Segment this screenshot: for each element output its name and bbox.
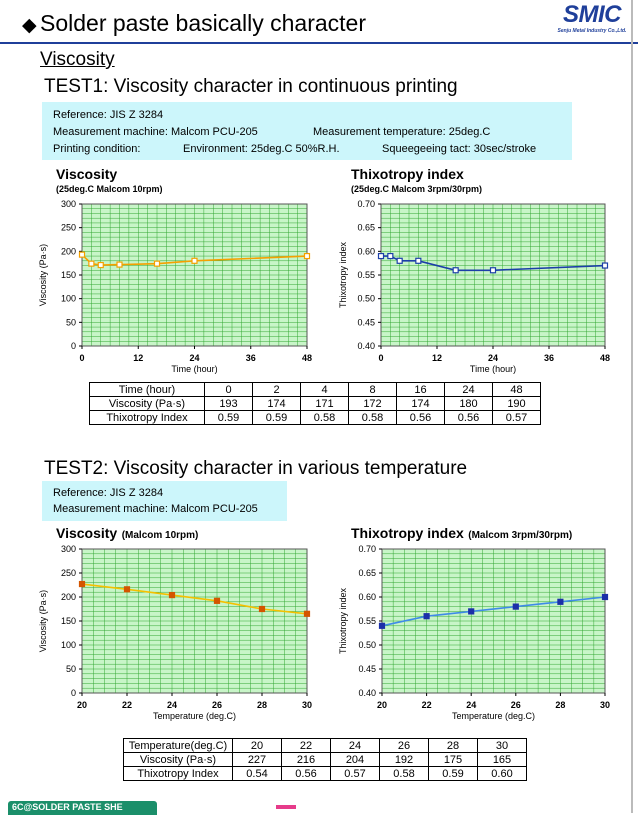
test1-table-cell: 24: [445, 383, 493, 397]
data-point: [388, 254, 393, 259]
y-tick-label: 0.60: [357, 246, 375, 257]
x-tick-label: 48: [599, 353, 611, 363]
footer-tab: 6C@SOLDER PASTE SHE: [8, 801, 157, 815]
test1-machine: Measurement machine: Malcom PCU-205: [53, 126, 258, 138]
x-tick-label: 0: [79, 353, 85, 363]
data-point: [80, 582, 85, 587]
test2-table-row: [124, 753, 527, 767]
test2-table-cell: 175: [429, 753, 478, 767]
test1-table-cell: 16: [397, 383, 445, 397]
y-tick-label: 0.40: [357, 341, 375, 351]
test2-table-cell: 216: [282, 753, 331, 767]
data-point: [397, 258, 402, 263]
y-tick-label: 0.60: [358, 592, 376, 602]
y-tick-label: 100: [60, 293, 76, 304]
x-axis-label: Temperature (deg.C): [152, 711, 237, 721]
test2-table-row: [124, 767, 527, 781]
test1-data-table: [89, 382, 541, 425]
test1-table-cell: 193: [205, 397, 253, 411]
x-tick-label: 20: [376, 700, 388, 710]
y-tick-label: 300: [60, 199, 76, 209]
x-tick-label: 0: [378, 353, 384, 363]
test1-table-row: [90, 397, 541, 411]
data-point: [453, 268, 458, 273]
thixotropy-temperature-chart: [319, 542, 631, 728]
test2-table-row-label: Viscosity (Pa·s): [124, 753, 233, 767]
x-tick-label: 12: [431, 353, 443, 363]
x-tick-label: 36: [245, 353, 256, 363]
test2-table-cell: 20: [233, 739, 282, 753]
y-tick-label: 0.65: [357, 222, 375, 233]
data-point: [192, 258, 197, 263]
x-tick-label: 30: [599, 700, 611, 710]
test1-table-cell: 172: [349, 397, 397, 411]
data-point: [170, 593, 175, 598]
y-tick-label: 0.70: [357, 199, 375, 209]
test2-table-cell: 0.59: [429, 767, 478, 781]
test2-table-cell: 30: [478, 739, 527, 753]
viscosity-time-chart: [0, 196, 319, 378]
page-edge: [631, 0, 633, 813]
company-logo: [556, 2, 628, 38]
test2-table-cell: 192: [380, 753, 429, 767]
chart2-title: Thixotropy index: [351, 166, 464, 182]
logo-text: SMIC: [563, 1, 621, 28]
x-tick-label: 36: [543, 353, 555, 363]
chart4-heading: [351, 525, 572, 543]
x-tick-label: 28: [555, 700, 566, 710]
y-tick-label: 250: [60, 222, 76, 233]
chart1-title: Viscosity: [56, 166, 118, 182]
test2-table-cell: 0.60: [478, 767, 527, 781]
header-divider: [0, 42, 638, 44]
data-point: [603, 263, 608, 268]
section-heading: Viscosity: [40, 49, 115, 70]
test1-table-cell: 0.58: [301, 411, 349, 425]
y-axis-label: Thixotropy index: [338, 241, 348, 309]
x-tick-label: 26: [510, 700, 521, 710]
data-point: [117, 262, 122, 267]
data-point: [305, 254, 310, 259]
y-axis-label: Viscosity (Pa·s): [38, 589, 48, 653]
test1-table-row: [90, 411, 541, 425]
test1-table-cell: 0: [205, 383, 253, 397]
x-tick-label: 24: [466, 700, 477, 710]
test2-table-cell: 0.56: [282, 767, 331, 781]
y-tick-label: 0: [70, 688, 76, 698]
y-tick-label: 0.40: [358, 688, 376, 698]
test1-table-cell: 0.59: [205, 411, 253, 425]
x-tick-label: 28: [256, 700, 268, 710]
test1-reference: Reference: JIS Z 3284: [53, 109, 164, 121]
data-point: [469, 609, 474, 614]
test2-table-row: [124, 739, 527, 753]
test1-table-cell: 174: [253, 397, 301, 411]
y-tick-label: 50: [65, 664, 76, 674]
test1-table-row-label: Viscosity (Pa·s): [90, 397, 205, 411]
test2-table-row-label: Thixotropy Index: [124, 767, 233, 781]
x-axis-label: Temperature (deg.C): [451, 711, 536, 721]
y-axis-label: Viscosity (Pa·s): [38, 243, 48, 307]
test1-table-cell: 0.57: [493, 411, 541, 425]
y-tick-label: 0.45: [358, 664, 376, 674]
chart3-subtitle: (Malcom 10rpm): [121, 530, 199, 541]
test2-table-cell: 24: [331, 739, 380, 753]
test2-table-cell: 0.58: [380, 767, 429, 781]
data-point: [155, 261, 160, 266]
x-tick-label: 22: [421, 700, 432, 710]
test1-title: TEST1: Viscosity character in continuous printing: [44, 76, 458, 97]
y-tick-label: 0.55: [357, 270, 375, 280]
test1-table-cell: 4: [301, 383, 349, 397]
y-tick-label: 0.55: [358, 616, 376, 626]
data-point: [80, 252, 85, 257]
data-point: [98, 263, 103, 268]
y-axis-label: Thixotropy index: [338, 587, 348, 655]
test2-table-cell: 26: [380, 739, 429, 753]
x-axis-label: Time (hour): [171, 364, 218, 374]
y-tick-label: 0.50: [358, 640, 376, 650]
test2-table-cell: 0.54: [233, 767, 282, 781]
x-tick-label: 24: [166, 700, 178, 710]
test1-table-row: [90, 383, 541, 397]
y-tick-label: 300: [60, 544, 76, 554]
test1-printing-condition: Printing condition:: [53, 143, 141, 155]
test2-table-row-label: Temperature(deg.C): [124, 739, 233, 753]
data-point: [379, 254, 384, 259]
y-tick-label: 200: [60, 592, 76, 602]
y-tick-label: 50: [65, 317, 76, 328]
y-tick-label: 100: [60, 640, 76, 650]
data-point: [215, 598, 220, 603]
x-tick-label: 48: [301, 353, 313, 363]
logo-subtitle: Senju Metal Industry Co.,Ltd.: [557, 28, 627, 34]
test1-table-row-label: Thixotropy Index: [90, 411, 205, 425]
data-point: [125, 587, 130, 592]
test1-environment: Environment: 25deg.C 50%R.H.: [183, 143, 340, 155]
test1-table-cell: 0.58: [349, 411, 397, 425]
x-tick-label: 24: [189, 353, 200, 363]
chart3-title: Viscosity: [56, 525, 118, 541]
test2-table-cell: 165: [478, 753, 527, 767]
title-bullet: ◆: [22, 15, 37, 36]
test1-squeegee: Squeegeeing tact: 30sec/stroke: [382, 143, 537, 155]
y-tick-label: 0.50: [357, 293, 375, 304]
y-tick-label: 200: [60, 246, 76, 257]
test1-table-cell: 2: [253, 383, 301, 397]
y-tick-label: 0.70: [358, 544, 376, 554]
chart4-subtitle: (Malcom 3rpm/30rpm): [468, 530, 573, 541]
test2-data-table: [123, 738, 527, 781]
x-tick-label: 20: [76, 700, 88, 710]
data-point: [416, 258, 421, 263]
viscosity-temperature-chart: [0, 542, 319, 728]
data-point: [424, 614, 429, 619]
x-axis-label: Time (hour): [469, 364, 517, 374]
chart3-heading: [56, 525, 198, 543]
data-point: [513, 604, 518, 609]
test2-table-cell: 22: [282, 739, 331, 753]
page-title: Solder paste basically character: [40, 10, 366, 36]
test2-table-cell: 204: [331, 753, 380, 767]
x-tick-label: 26: [211, 700, 223, 710]
test1-table-row-label: Time (hour): [90, 383, 205, 397]
test1-table-cell: 171: [301, 397, 349, 411]
y-tick-label: 0: [70, 341, 76, 351]
data-point: [558, 599, 563, 604]
chart1-subtitle: (25deg.C Malcom 10rpm): [56, 184, 163, 194]
data-point: [89, 261, 94, 266]
test1-table-cell: 8: [349, 383, 397, 397]
test2-table-cell: 227: [233, 753, 282, 767]
y-tick-label: 0.65: [358, 568, 376, 578]
test2-title: TEST2: Viscosity character in various temperature: [44, 458, 468, 479]
test2-machine: Measurement machine: Malcom PCU-205: [53, 503, 258, 515]
x-tick-label: 30: [301, 700, 313, 710]
test2-table-cell: 0.57: [331, 767, 380, 781]
y-tick-label: 150: [60, 616, 76, 626]
test1-table-cell: 190: [493, 397, 541, 411]
test2-reference: Reference: JIS Z 3284: [53, 487, 164, 499]
data-point: [380, 623, 385, 628]
test1-table-cell: 0.59: [253, 411, 301, 425]
test1-table-cell: 174: [397, 397, 445, 411]
test1-table-cell: 0.56: [445, 411, 493, 425]
x-tick-label: 24: [487, 353, 499, 363]
y-tick-label: 250: [60, 568, 76, 578]
thixotropy-time-chart: [319, 196, 631, 378]
data-point: [305, 611, 310, 616]
data-point: [603, 595, 608, 600]
data-point: [260, 607, 265, 612]
x-tick-label: 22: [121, 700, 133, 710]
y-tick-label: 150: [60, 270, 76, 280]
test1-table-cell: 48: [493, 383, 541, 397]
chart4-title: Thixotropy index: [351, 525, 464, 541]
test1-table-cell: 0.56: [397, 411, 445, 425]
test1-table-cell: 180: [445, 397, 493, 411]
chart2-subtitle: (25deg.C Malcom 3rpm/30rpm): [351, 184, 483, 194]
x-tick-label: 12: [133, 353, 144, 363]
footer-marker: [276, 805, 296, 809]
test1-temperature: Measurement temperature: 25deg.C: [313, 126, 491, 138]
data-point: [491, 268, 496, 273]
y-tick-label: 0.45: [357, 317, 375, 328]
test2-table-cell: 28: [429, 739, 478, 753]
